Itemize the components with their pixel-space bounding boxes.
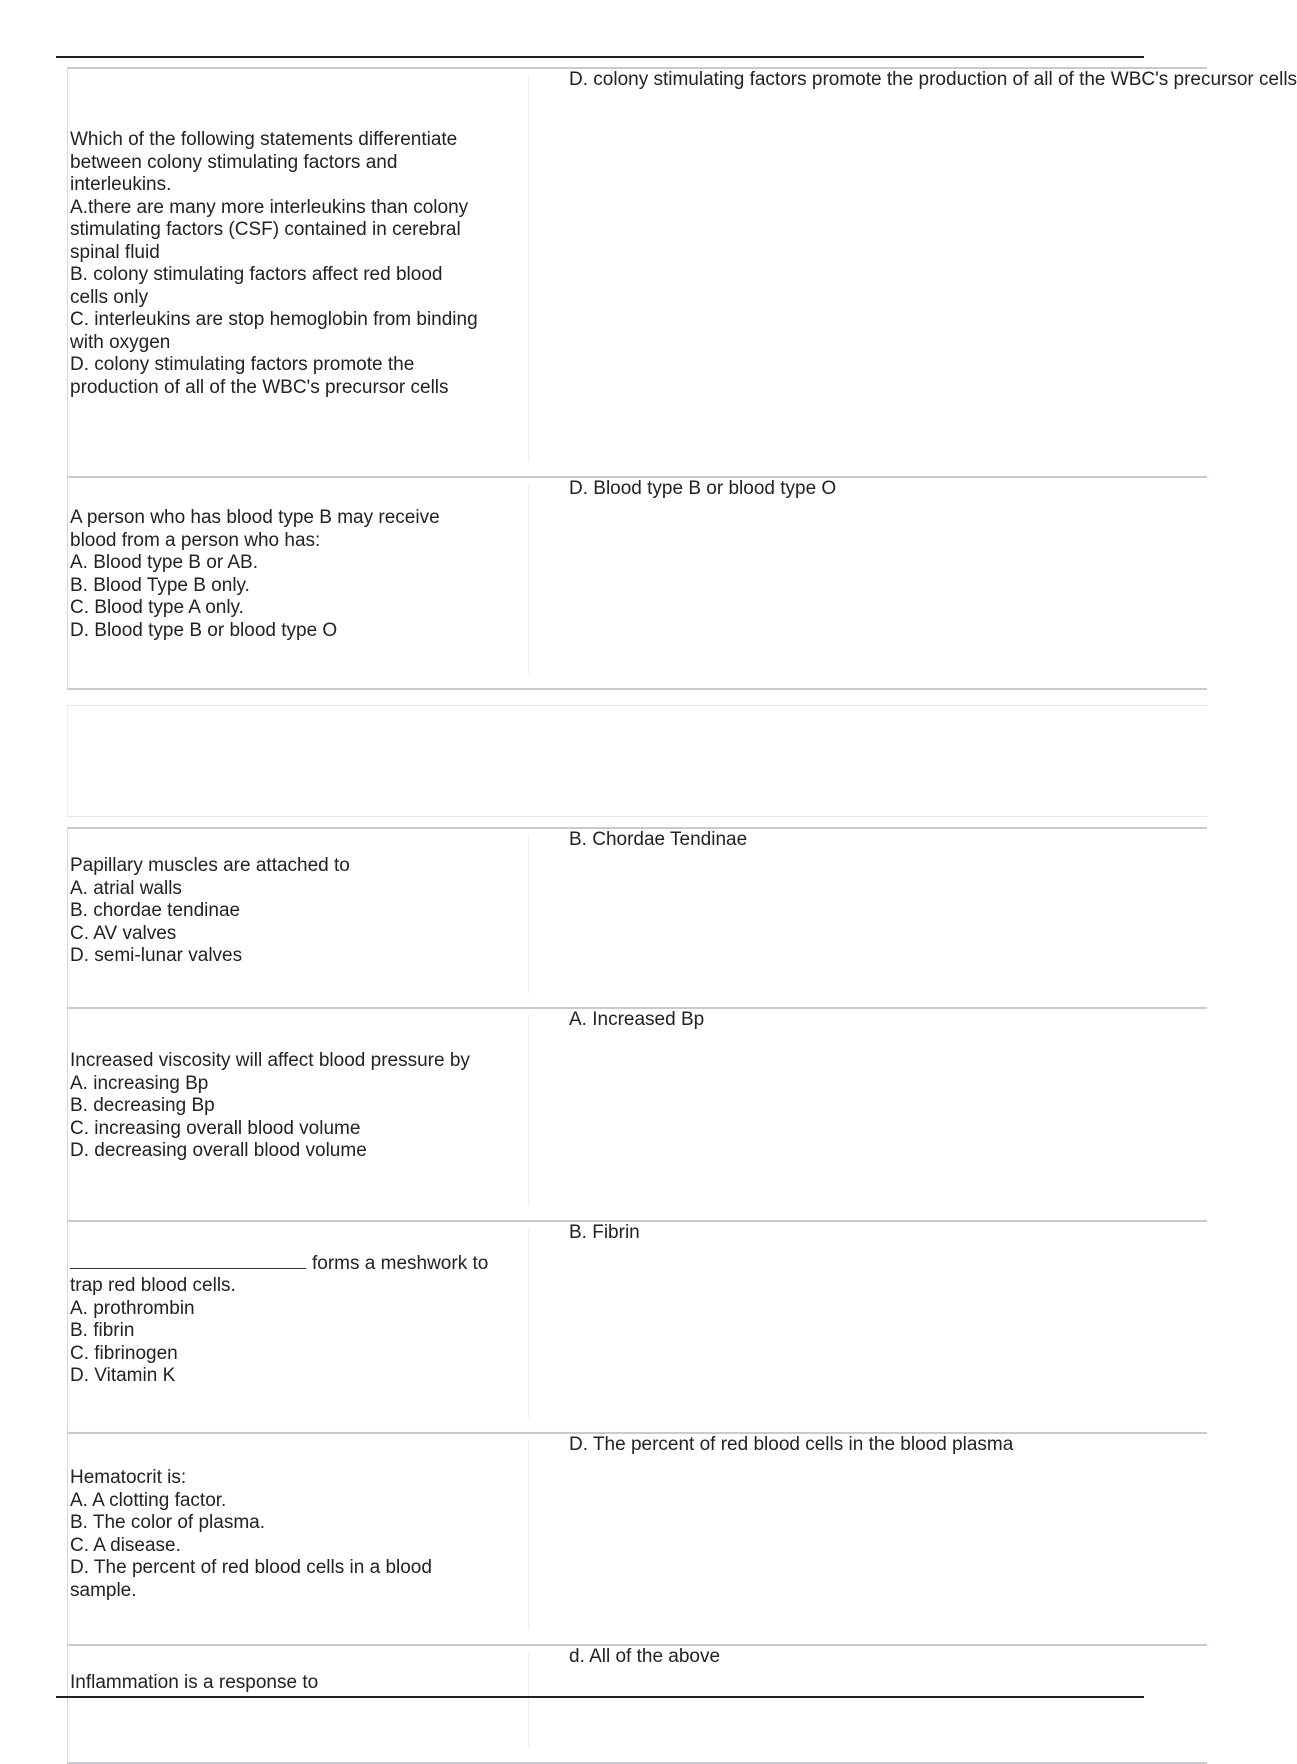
question-first-line-text: forms a meshwork to — [312, 1253, 489, 1274]
card-divider — [528, 1015, 529, 1206]
answer-text: D. The percent of red blood cells in the blood plasma — [569, 1434, 1014, 1455]
question-text: Inflammation is a response to — [70, 1672, 319, 1693]
answer-text: D. colony stimulating factors promote the production of all of the WBC's precursor cells — [569, 69, 1297, 90]
card-divider — [528, 484, 529, 674]
question-text: trap red blood cells. A. prothrombin B. fibrin C. fibrinogen D. Vitamin K — [70, 1275, 236, 1386]
answer-text: D. Blood type B or blood type O — [569, 478, 837, 499]
card-divider — [528, 1652, 529, 1748]
question-text: Which of the following statements differentiate between colony stimulating factors and interleukins. A.there are many more interleukins than colony stimulating factors (CSF) contained in cerebral spinal fluid B. colony stimulating factors affect red blood cells only C. interleukins are stop hemoglobin from binding with oxygen D. colony stimulating factors promote the production of all of the WBC's precursor cells — [70, 129, 478, 398]
flashcard-7[interactable] — [67, 1644, 1207, 1764]
card-divider — [528, 75, 529, 462]
top-rule — [56, 56, 1144, 58]
flashcard-3[interactable] — [67, 827, 1207, 1009]
question-text: Increased viscosity will affect blood pressure by A. increasing Bp B. decreasing Bp C. increasing overall blood volume D. decreasing overall blood volume — [70, 1050, 470, 1161]
question-text: Hematocrit is: A. A clotting factor. B. The color of plasma. C. A disease. D. The percent of red blood cells in a blood sample. — [70, 1467, 432, 1601]
bottom-rule — [56, 1696, 1144, 1698]
flashcard-4[interactable] — [67, 1007, 1207, 1222]
answer-text: A. Increased Bp — [569, 1009, 705, 1030]
fill-in-blank — [70, 1250, 306, 1269]
flashcard-6[interactable] — [67, 1432, 1207, 1646]
card-divider — [528, 1440, 529, 1630]
flashcard-2[interactable] — [67, 476, 1207, 690]
answer-text: B. Fibrin — [569, 1222, 640, 1243]
blank-card — [67, 705, 1207, 817]
question-text: Papillary muscles are attached to A. atrial walls B. chordae tendinae C. AV valves D. semi-lunar valves — [70, 855, 350, 966]
question-text: A person who has blood type B may receive blood from a person who has: A. Blood type B or AB. B. Blood Type B only. C. Blood type A only. D. Blood type B or blood type O — [70, 507, 440, 641]
flashcard-5[interactable] — [67, 1220, 1207, 1434]
flashcard-1[interactable] — [67, 67, 1297, 478]
card-divider — [528, 1228, 529, 1418]
answer-text: B. Chordae Tendinae — [569, 829, 748, 850]
card-divider — [528, 835, 529, 993]
answer-text: d. All of the above — [569, 1646, 721, 1667]
question-first-line — [70, 1250, 510, 1276]
